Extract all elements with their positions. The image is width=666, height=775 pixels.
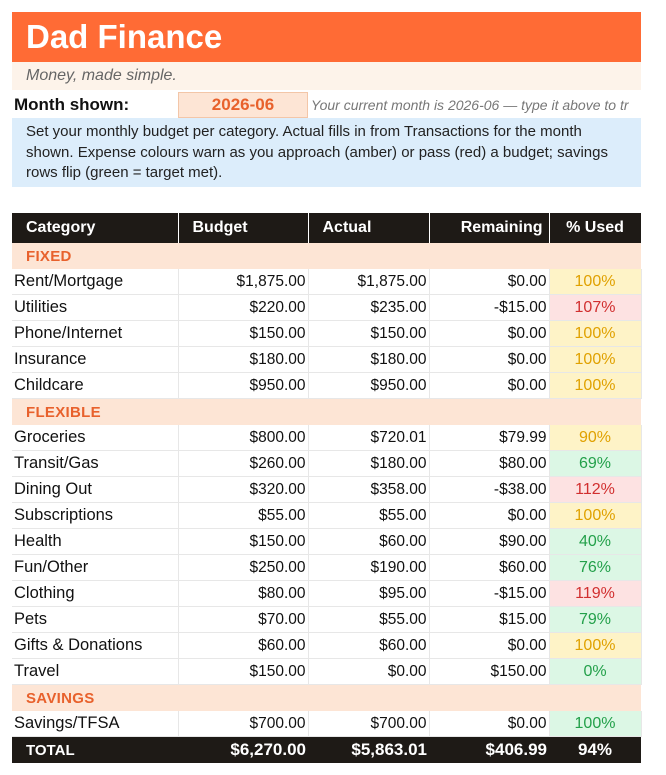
row-budget[interactable]: $950.00 [178, 373, 308, 399]
row-pct-used: 40% [549, 529, 641, 555]
total-budget: $6,270.00 [178, 737, 308, 764]
month-hint: Your current month is 2026-06 — type it above to tr [311, 97, 629, 113]
row-actual: $950.00 [308, 373, 429, 399]
row-remaining: $0.00 [429, 373, 549, 399]
info-box: Set your monthly budget per category. Actual fills in from Transactions for the month shown. Expense colours warn as you approach (amber) or pass (red) a budget; savings rows flip (green = target met). [12, 118, 641, 187]
row-category: Utilities [12, 295, 178, 321]
section-label: FIXED [12, 243, 641, 269]
row-actual: $55.00 [308, 503, 429, 529]
app-title: Dad Finance [12, 12, 641, 62]
row-remaining: $0.00 [429, 321, 549, 347]
row-remaining: $15.00 [429, 607, 549, 633]
table-row [12, 555, 641, 581]
row-pct-used: 112% [549, 477, 641, 503]
section-row [12, 399, 641, 426]
row-pct-used: 69% [549, 451, 641, 477]
row-actual: $180.00 [308, 347, 429, 373]
table-row [12, 529, 641, 555]
table-header-row [12, 213, 641, 243]
row-remaining: $0.00 [429, 633, 549, 659]
row-actual: $235.00 [308, 295, 429, 321]
table-row [12, 633, 641, 659]
total-pct-used: 94% [549, 737, 641, 764]
row-actual: $358.00 [308, 477, 429, 503]
table-row [12, 581, 641, 607]
row-pct-used: 0% [549, 659, 641, 685]
row-actual: $55.00 [308, 607, 429, 633]
header-pct-used[interactable]: % Used [549, 213, 641, 243]
row-pct-used: 100% [549, 347, 641, 373]
table-row [12, 659, 641, 685]
row-budget[interactable]: $80.00 [178, 581, 308, 607]
row-pct-used: 100% [549, 633, 641, 659]
app-tagline: Money, made simple. [12, 62, 641, 90]
total-label: TOTAL [12, 737, 178, 764]
section-row [12, 243, 641, 269]
table-row [12, 347, 641, 373]
row-budget[interactable]: $250.00 [178, 555, 308, 581]
row-category: Travel [12, 659, 178, 685]
row-actual: $150.00 [308, 321, 429, 347]
table-row [12, 711, 641, 737]
row-budget[interactable]: $150.00 [178, 659, 308, 685]
row-actual: $190.00 [308, 555, 429, 581]
row-pct-used: 100% [549, 373, 641, 399]
row-category: Dining Out [12, 477, 178, 503]
header-actual[interactable]: Actual [308, 213, 429, 243]
row-actual: $720.01 [308, 425, 429, 451]
row-pct-used: 79% [549, 607, 641, 633]
total-actual: $5,863.01 [308, 737, 429, 764]
total-row [12, 737, 641, 764]
row-budget[interactable]: $700.00 [178, 711, 308, 737]
row-pct-used: 119% [549, 581, 641, 607]
row-pct-used: 100% [549, 321, 641, 347]
row-pct-used: 100% [549, 269, 641, 295]
table-row [12, 477, 641, 503]
row-budget[interactable]: $320.00 [178, 477, 308, 503]
row-pct-used: 107% [549, 295, 641, 321]
table-row [12, 425, 641, 451]
table-body [12, 243, 641, 737]
row-budget[interactable]: $60.00 [178, 633, 308, 659]
row-actual: $60.00 [308, 633, 429, 659]
row-category: Rent/Mortgage [12, 269, 178, 295]
row-actual: $700.00 [308, 711, 429, 737]
row-remaining: -$15.00 [429, 295, 549, 321]
row-budget[interactable]: $260.00 [178, 451, 308, 477]
table-row [12, 373, 641, 399]
row-category: Health [12, 529, 178, 555]
header-category[interactable]: Category [12, 213, 178, 243]
row-remaining: $0.00 [429, 503, 549, 529]
row-remaining: $60.00 [429, 555, 549, 581]
table-row [12, 269, 641, 295]
row-remaining: -$38.00 [429, 477, 549, 503]
header-budget[interactable]: Budget [178, 213, 308, 243]
row-category: Childcare [12, 373, 178, 399]
row-budget[interactable]: $220.00 [178, 295, 308, 321]
row-actual: $95.00 [308, 581, 429, 607]
row-category: Subscriptions [12, 503, 178, 529]
row-pct-used: 76% [549, 555, 641, 581]
row-category: Gifts & Donations [12, 633, 178, 659]
row-category: Clothing [12, 581, 178, 607]
total-remaining: $406.99 [429, 737, 549, 764]
row-actual: $1,875.00 [308, 269, 429, 295]
row-remaining: $79.99 [429, 425, 549, 451]
row-actual: $60.00 [308, 529, 429, 555]
row-pct-used: 100% [549, 711, 641, 737]
row-category: Savings/TFSA [12, 711, 178, 737]
section-label: FLEXIBLE [12, 399, 641, 426]
header-remaining[interactable]: Remaining [429, 213, 549, 243]
row-budget[interactable]: $150.00 [178, 321, 308, 347]
row-category: Transit/Gas [12, 451, 178, 477]
row-category: Phone/Internet [12, 321, 178, 347]
table-row [12, 451, 641, 477]
row-remaining: $150.00 [429, 659, 549, 685]
budget-table [12, 213, 642, 763]
row-category: Pets [12, 607, 178, 633]
row-pct-used: 90% [549, 425, 641, 451]
section-label: SAVINGS [12, 685, 641, 712]
row-budget[interactable]: $70.00 [178, 607, 308, 633]
row-pct-used: 100% [549, 503, 641, 529]
table-row [12, 607, 641, 633]
row-remaining: $80.00 [429, 451, 549, 477]
row-category: Fun/Other [12, 555, 178, 581]
row-remaining: $0.00 [429, 269, 549, 295]
row-remaining: $0.00 [429, 347, 549, 373]
row-category: Insurance [12, 347, 178, 373]
row-budget[interactable]: $800.00 [178, 425, 308, 451]
table-row [12, 295, 641, 321]
section-row [12, 685, 641, 712]
row-budget[interactable]: $180.00 [178, 347, 308, 373]
row-remaining: $0.00 [429, 711, 549, 737]
row-actual: $180.00 [308, 451, 429, 477]
table-row [12, 321, 641, 347]
row-remaining: $90.00 [429, 529, 549, 555]
month-label: Month shown: [14, 95, 130, 114]
month-input[interactable] [178, 92, 308, 118]
row-budget[interactable]: $1,875.00 [178, 269, 308, 295]
row-actual: $0.00 [308, 659, 429, 685]
row-budget[interactable]: $55.00 [178, 503, 308, 529]
row-category: Groceries [12, 425, 178, 451]
row-budget[interactable]: $150.00 [178, 529, 308, 555]
table-row [12, 503, 641, 529]
row-remaining: -$15.00 [429, 581, 549, 607]
